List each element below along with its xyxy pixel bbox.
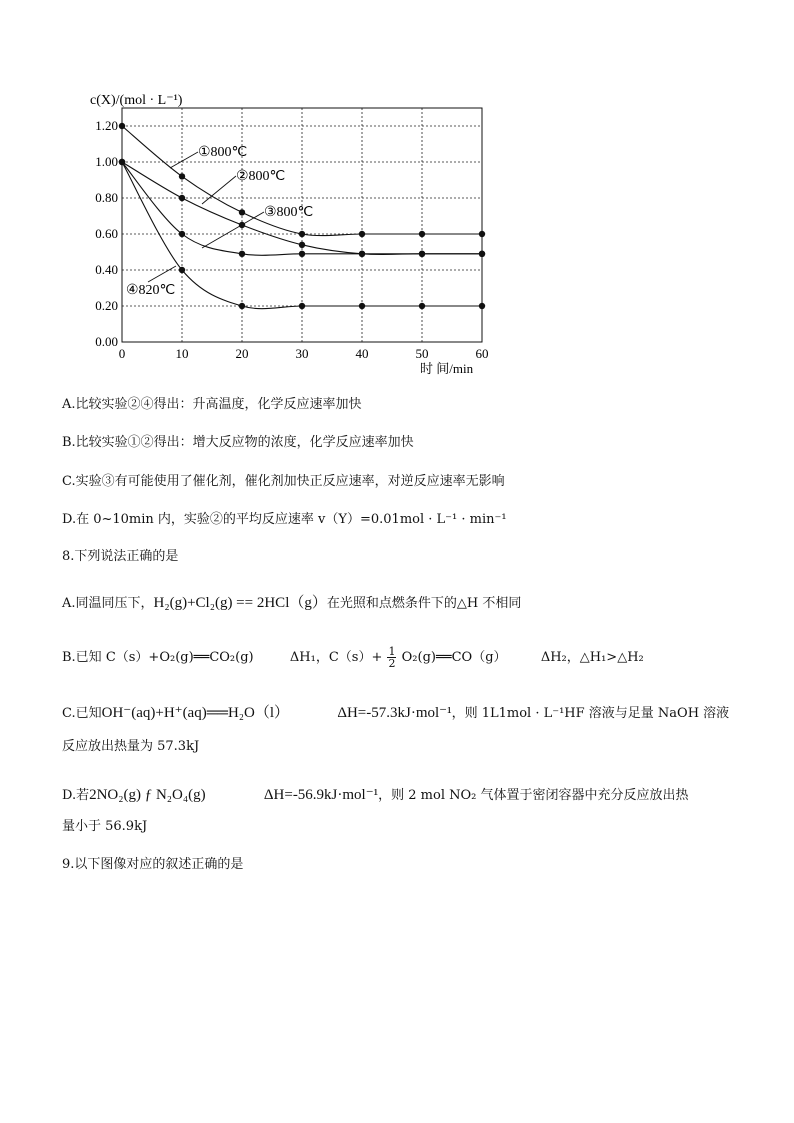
data-point bbox=[179, 173, 185, 179]
q8-b-fraction bbox=[387, 646, 396, 669]
data-point bbox=[239, 251, 245, 257]
y-tick-label: 0.20 bbox=[95, 298, 118, 313]
data-point bbox=[239, 303, 245, 309]
data-point bbox=[179, 195, 185, 201]
y-axis-label: c(X)/(mol · L⁻¹) bbox=[90, 93, 183, 108]
chart-series-labels bbox=[126, 145, 313, 298]
q8-b-fraction-den: 2 bbox=[388, 657, 396, 670]
y-tick-label: 1.00 bbox=[95, 154, 118, 169]
q8-option-a bbox=[62, 593, 521, 614]
series-label-3: ③800℃ bbox=[264, 205, 314, 220]
x-tick-label: 30 bbox=[295, 346, 309, 361]
q8-b-dh1: ΔH₁，C（s）+ bbox=[289, 650, 383, 665]
x-tick-label: 20 bbox=[235, 346, 249, 361]
data-point bbox=[299, 303, 305, 309]
y-tick-label: 0.40 bbox=[95, 262, 118, 277]
x-tick-label: 0 bbox=[118, 346, 126, 361]
q8-b-prefix: B.已知 C（s）+O₂(g)══CO₂(g) bbox=[62, 650, 254, 665]
series-label-2: ②800℃ bbox=[236, 169, 286, 184]
data-point bbox=[479, 251, 485, 257]
q8-c-formula: OH⁻(aq)+H⁺(aq)══H₂O（l） bbox=[101, 705, 290, 721]
data-point bbox=[179, 267, 185, 273]
data-point bbox=[299, 231, 305, 237]
x-tick-label: 60 bbox=[475, 346, 489, 361]
y-tick-label: 1.20 bbox=[95, 118, 118, 133]
data-point bbox=[419, 251, 425, 257]
y-tick-label: 0.80 bbox=[95, 190, 118, 205]
q8-option-d-line2: 量小于 56.9kJ bbox=[62, 819, 148, 834]
data-point bbox=[299, 242, 305, 248]
x-tick-label: 50 bbox=[415, 346, 429, 361]
series-label-leader bbox=[170, 152, 198, 168]
data-point bbox=[479, 231, 485, 237]
q8-option-c bbox=[62, 703, 729, 724]
q7-option-d: D.在 0~10min 内，实验②的平均反应速率 v（Y）=0.01mol · L⁻¹ · min⁻¹ bbox=[62, 512, 507, 527]
x-tick-label: 10 bbox=[175, 346, 189, 361]
data-point bbox=[359, 303, 365, 309]
chart-svg bbox=[70, 80, 510, 380]
data-point bbox=[479, 303, 485, 309]
x-tick-label: 40 bbox=[355, 346, 369, 361]
q8-c-dh: ΔH=-57.3kJ·mol⁻¹ bbox=[337, 705, 452, 721]
data-point bbox=[359, 231, 365, 237]
data-point bbox=[299, 251, 305, 257]
data-point bbox=[119, 159, 125, 165]
concentration-time-chart bbox=[70, 80, 510, 380]
data-point bbox=[239, 209, 245, 215]
data-point bbox=[359, 251, 365, 257]
q8-a-suffix: 在光照和点燃条件下的△H 不相同 bbox=[326, 596, 522, 611]
q8-d-dh: ΔH=-56.9kJ·mol⁻¹ bbox=[263, 787, 379, 803]
data-point bbox=[179, 231, 185, 237]
q7-option-a: A.比较实验②④得出：升高温度，化学反应速率加快 bbox=[62, 397, 362, 412]
q8-d-prefix: D.若 bbox=[62, 788, 90, 803]
data-point bbox=[419, 231, 425, 237]
q7-option-b: B.比较实验①②得出：增大反应物的浓度，化学反应速率加快 bbox=[62, 435, 414, 450]
q8-a-formula: H₂(g)+Cl₂(g) == 2HCl（g） bbox=[153, 595, 327, 611]
q8-stem: 8.下列说法正确的是 bbox=[62, 549, 179, 564]
q8-c-suffix: ，则 1L1mol · L⁻¹HF 溶液与足量 NaOH 溶液 bbox=[451, 706, 730, 721]
data-point bbox=[119, 123, 125, 129]
q8-option-d bbox=[62, 785, 689, 806]
q8-a-prefix: A.同温同压下， bbox=[62, 596, 154, 611]
series-label-leader bbox=[148, 266, 176, 282]
y-tick-label: 0.60 bbox=[95, 226, 118, 241]
q8-c-prefix: C.已知 bbox=[62, 706, 102, 721]
q8-d-suffix: ，则 2 mol NO₂ 气体置于密闭容器中充分反应放出热 bbox=[378, 788, 689, 803]
q8-b-fraction-num: 1 bbox=[388, 645, 396, 658]
q9-stem: 9.以下图像对应的叙述正确的是 bbox=[62, 857, 244, 872]
q7-option-c: C.实验③有可能使用了催化剂，催化剂加快正反应速率，对逆反应速率无影响 bbox=[62, 474, 505, 489]
series-label-4: ④820℃ bbox=[126, 283, 176, 298]
data-point bbox=[419, 303, 425, 309]
q8-option-b bbox=[62, 646, 644, 669]
y-tick-label: 0.00 bbox=[95, 334, 118, 349]
x-axis-label: 时 间/min bbox=[420, 361, 474, 376]
q8-d-formula: 2NO₂(g) ƒ N₂O₄(g) bbox=[89, 787, 206, 803]
q8-option-c-line2: 反应放出热量为 57.3kJ bbox=[62, 739, 200, 754]
q8-b-dh2: ΔH₂，△H₁>△H₂ bbox=[540, 650, 644, 665]
q8-b-rest: O₂(g)══CO（g） bbox=[401, 650, 507, 665]
series-label-1: ①800℃ bbox=[198, 145, 248, 160]
